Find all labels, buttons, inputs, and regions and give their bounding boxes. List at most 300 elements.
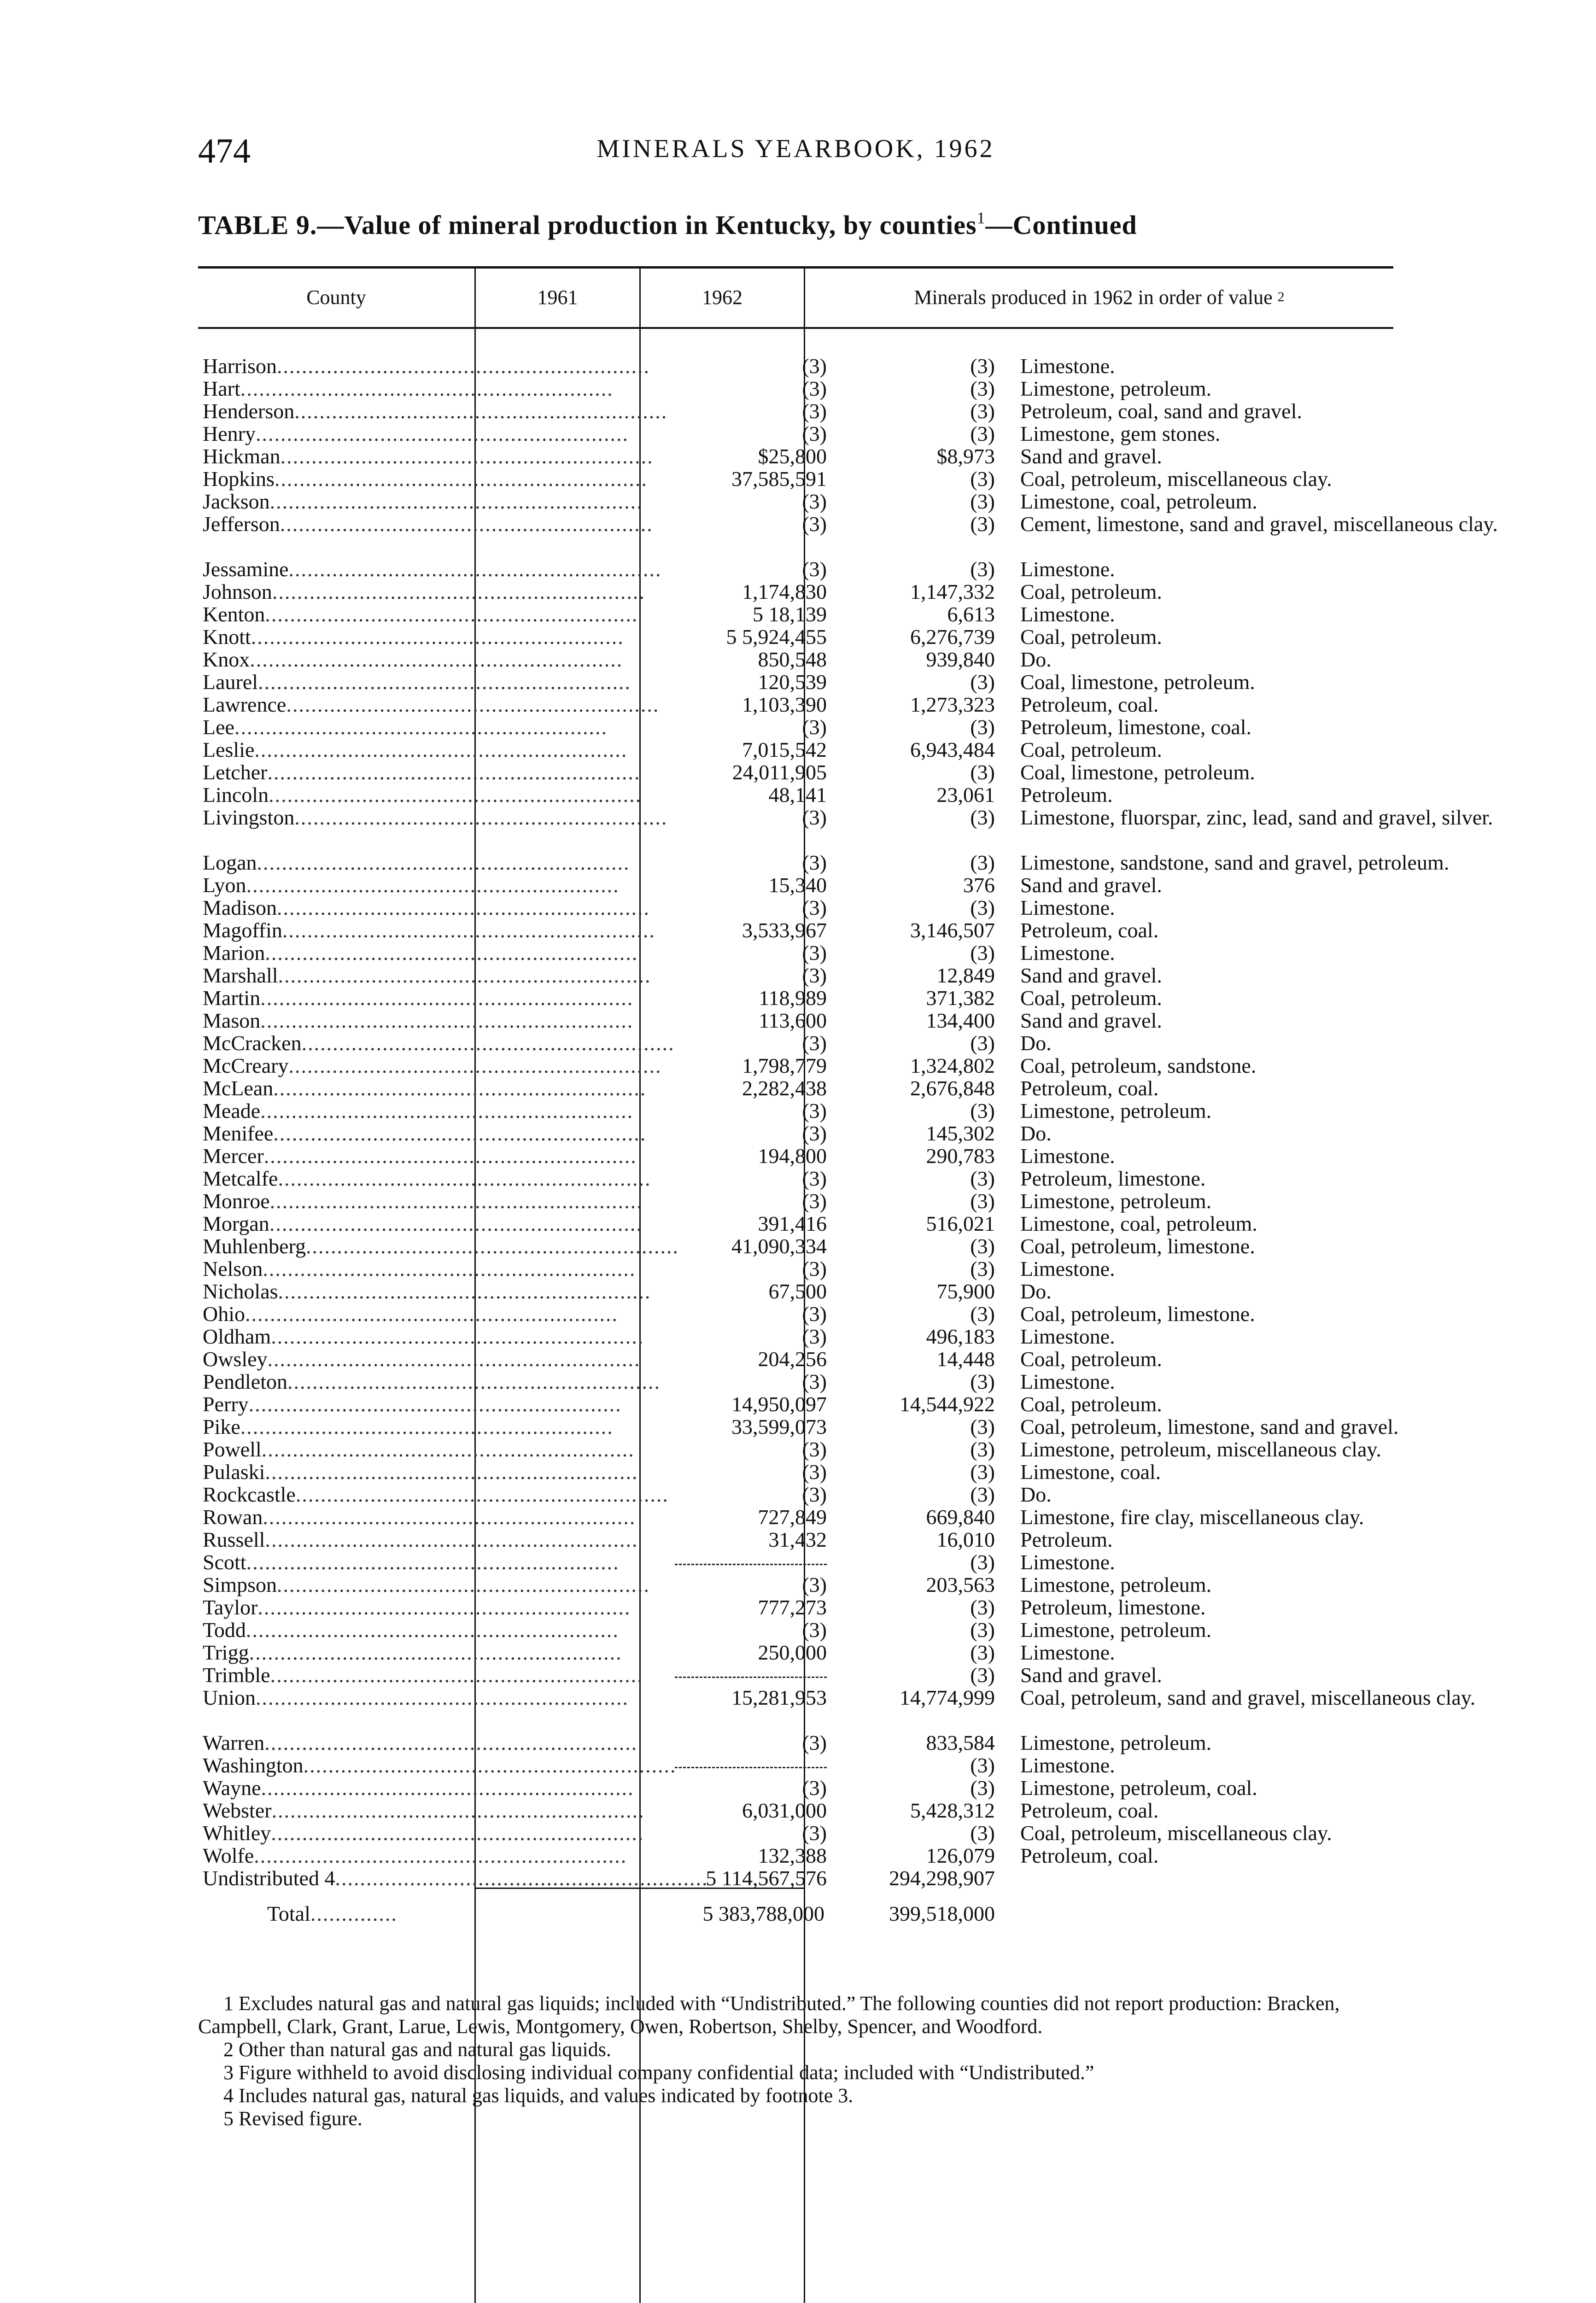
county-cell: Menifee ............................................................ xyxy=(203,1122,647,1145)
table-row xyxy=(198,1506,1393,1528)
caption-footnote-ref: 1 xyxy=(976,209,986,227)
col-header-minerals-text: Minerals produced in 1962 in order of value xyxy=(914,286,1273,309)
value-1962-cell: (3) xyxy=(970,1460,995,1484)
table-row xyxy=(198,851,1450,874)
value-1962-cell: 833,584 xyxy=(926,1731,995,1754)
value-1961-cell: 6,031,000 xyxy=(742,1799,827,1822)
running-title: MINERALS YEARBOOK, 1962 xyxy=(596,134,995,163)
county-cell: Powell ............................................................ xyxy=(203,1438,635,1461)
minerals-cell: Limestone, petroleum. xyxy=(1020,1099,1212,1122)
county-cell: Knott ............................................................ xyxy=(203,625,624,649)
table-row xyxy=(198,1641,1393,1664)
county-cell: McCracken ............................................................ xyxy=(203,1031,675,1055)
county-cell: Webster ............................................................ xyxy=(203,1799,645,1822)
value-1962-cell: 14,544,922 xyxy=(900,1392,995,1416)
county-cell: Oldham ............................................................ xyxy=(203,1325,644,1348)
table-row xyxy=(198,1325,1393,1348)
minerals-cell: Limestone, coal. xyxy=(1020,1460,1161,1484)
col-header-1961: 1961 xyxy=(537,286,578,309)
value-1961-cell: (3) xyxy=(802,354,827,378)
value-1961-cell: 15,340 xyxy=(768,873,827,897)
value-1962-cell: (3) xyxy=(970,422,995,445)
value-1961-cell: 31,432 xyxy=(768,1528,827,1551)
footnote-1: 1 Excludes natural gas and natural gas liquids; included with “Undistributed.” The following counties did not report production: Bracken, Campbell, Clark, Grant, Larue, Lewis, Montgomery, Owen, Robertson, Shelby, Spencer, and Woodford. xyxy=(198,1992,1340,2038)
value-1962-cell: (3) xyxy=(970,512,995,536)
table-row xyxy=(198,1686,1476,1731)
county-cell: Wolfe ............................................................ xyxy=(203,1844,627,1867)
value-1962-cell: (3) xyxy=(970,760,995,784)
minerals-cell: Do. xyxy=(1020,1122,1052,1145)
table-row xyxy=(198,377,1393,400)
table-row xyxy=(198,468,1393,490)
county-cell: Taylor ............................................................ xyxy=(203,1596,631,1619)
county-cell: Logan ............................................................ xyxy=(203,851,630,874)
table-row xyxy=(198,1032,1393,1054)
table-row xyxy=(198,1212,1393,1235)
value-1962-cell: (3) xyxy=(970,377,995,400)
minerals-cell: Petroleum. xyxy=(1020,783,1113,807)
value-1961-cell: 118,989 xyxy=(759,986,827,1010)
value-1961-cell: 727,849 xyxy=(758,1505,827,1529)
table-row xyxy=(198,941,1393,964)
value-1962-cell: 12,849 xyxy=(936,964,995,987)
value-1962-cell: 5,428,312 xyxy=(910,1799,995,1822)
value-1962-cell: (3) xyxy=(970,1821,995,1845)
county-cell: Lawrence ............................................................ xyxy=(203,693,660,716)
table-row xyxy=(198,1235,1393,1257)
county-cell: Henderson ............................................................ xyxy=(203,399,668,423)
minerals-cell: Petroleum, coal. xyxy=(1020,1076,1159,1100)
value-1961-cell: (3) xyxy=(802,490,827,513)
minerals-cell: Limestone, petroleum. xyxy=(1020,1618,1212,1642)
value-1962-cell: 2,676,848 xyxy=(910,1076,995,1100)
table-row xyxy=(198,1122,1393,1145)
county-cell: Washington ............................................................ xyxy=(203,1754,677,1777)
value-1962-cell: (3) xyxy=(970,1618,995,1642)
county-cell: Hopkins ............................................................ xyxy=(203,467,648,491)
value-1961-cell: (3) xyxy=(802,896,827,919)
county-cell: Todd ............................................................ xyxy=(203,1618,619,1642)
value-1961-cell: 15,281,953 xyxy=(731,1686,827,1709)
value-1962-cell: 290,783 xyxy=(926,1144,995,1168)
running-header xyxy=(198,131,1393,168)
value-1961-cell: 2,282,438 xyxy=(742,1076,827,1100)
table-row xyxy=(198,1754,1393,1777)
county-cell: Hart ............................................................ xyxy=(203,377,614,400)
minerals-cell: Coal, petroleum. xyxy=(1020,986,1162,1010)
county-cell: Rockcastle ............................................................ xyxy=(203,1483,669,1506)
minerals-cell: Limestone. xyxy=(1020,941,1115,964)
table-row xyxy=(198,693,1393,716)
value-1962-cell: 6,276,739 xyxy=(910,625,995,649)
value-1961-cell: (3) xyxy=(802,1122,827,1145)
minerals-cell: Do. xyxy=(1020,1031,1052,1055)
col-header-county: County xyxy=(306,286,366,309)
county-cell: Meade ............................................................ xyxy=(203,1099,634,1122)
minerals-cell: Sand and gravel. xyxy=(1020,1663,1162,1687)
footnote-4: 4 Includes natural gas, natural gas liquids, and values indicated by footnote 3. xyxy=(223,2084,854,2107)
value-1962-cell: (3) xyxy=(970,1167,995,1190)
minerals-cell: Limestone, gem stones. xyxy=(1020,422,1221,445)
value-1962-cell: (3) xyxy=(970,1550,995,1574)
minerals-cell: Petroleum, coal, sand and gravel. xyxy=(1020,399,1302,423)
minerals-cell: Limestone, coal, petroleum. xyxy=(1020,1212,1257,1235)
value-1961-cell: (3) xyxy=(802,1483,827,1506)
minerals-cell: Petroleum, coal. xyxy=(1020,918,1159,942)
county-cell: Marshall ............................................................ xyxy=(203,964,651,987)
minerals-cell: Cement, limestone, sand and gravel, miscellaneous clay. xyxy=(1020,512,1498,536)
caption-suffix: —Continued xyxy=(985,210,1137,240)
value-1962-cell: 371,382 xyxy=(926,986,995,1010)
value-1962-cell: (3) xyxy=(970,1099,995,1122)
minerals-cell: Do. xyxy=(1020,648,1052,671)
value-1961-cell: (3) xyxy=(802,557,827,581)
minerals-cell: Coal, petroleum, sand and gravel, miscellaneous clay. xyxy=(1020,1686,1476,1709)
value-1961-cell: (3) xyxy=(802,1370,827,1393)
table-row xyxy=(198,400,1393,422)
minerals-cell: Limestone, petroleum. xyxy=(1020,1573,1212,1596)
table-row xyxy=(198,964,1393,987)
value-1962-cell: 16,010 xyxy=(936,1528,995,1551)
value-1961-cell: 120,539 xyxy=(758,670,827,694)
county-cell: Johnson ............................................................ xyxy=(203,580,645,603)
value-1962-cell: 203,563 xyxy=(926,1573,995,1596)
value-1962-cell: 14,774,999 xyxy=(900,1686,995,1709)
table-row xyxy=(198,422,1393,445)
value-1961-cell: 5 18,139 xyxy=(753,602,827,626)
minerals-cell: Coal, petroleum. xyxy=(1020,580,1162,603)
county-cell: Whitley ............................................................ xyxy=(203,1821,644,1845)
value-1962-cell: 669,840 xyxy=(926,1505,995,1529)
county-cell: Ohio ............................................................ xyxy=(203,1302,618,1326)
minerals-cell: Limestone, petroleum, coal. xyxy=(1020,1776,1257,1800)
table-row xyxy=(198,716,1393,738)
value-1961-cell: (3) xyxy=(802,851,827,874)
county-cell: Nicholas ............................................................ xyxy=(203,1280,651,1303)
value-1961-cell: (3) xyxy=(802,1099,827,1122)
value-1961-cell: (3) xyxy=(802,1167,827,1190)
value-1962-cell: (3) xyxy=(970,896,995,919)
minerals-cell: Limestone, fire clay, miscellaneous clay. xyxy=(1020,1505,1364,1529)
value-1962-cell: (3) xyxy=(970,354,995,378)
value-1962-cell: 6,613 xyxy=(947,602,995,626)
table-row xyxy=(198,1822,1393,1844)
county-cell: Perry ............................................................ xyxy=(203,1392,622,1416)
value-1961-cell: 48,141 xyxy=(768,783,827,807)
table-row xyxy=(198,490,1393,513)
minerals-cell: Coal, limestone, petroleum. xyxy=(1020,760,1255,784)
value-1961-cell: (3) xyxy=(802,941,827,964)
county-cell: Union ............................................................ xyxy=(203,1686,629,1709)
county-cell: Morgan ............................................................ xyxy=(203,1212,643,1235)
value-1962-cell: (3) xyxy=(970,941,995,964)
value-1961-cell xyxy=(484,1551,827,1573)
value-1961-cell xyxy=(484,1664,827,1686)
col-header-1962: 1962 xyxy=(702,286,742,309)
value-1961-cell: (3) xyxy=(802,715,827,739)
table-row xyxy=(198,1664,1393,1686)
county-cell: Owsley ............................................................ xyxy=(203,1347,641,1371)
value-1961-cell: (3) xyxy=(802,1302,827,1326)
table-row xyxy=(198,625,1393,648)
table-row xyxy=(198,1528,1393,1551)
value-1961-cell: 250,000 xyxy=(758,1641,827,1664)
table-row xyxy=(198,445,1393,468)
table-row xyxy=(198,1619,1393,1641)
table-row xyxy=(198,1393,1393,1415)
table-row xyxy=(198,512,1498,558)
value-1961-cell: 67,500 xyxy=(768,1280,827,1303)
value-1961-cell: (3) xyxy=(802,1618,827,1642)
table-row xyxy=(198,558,1393,580)
value-1961-cell: (3) xyxy=(802,1573,827,1596)
value-1961-cell: 14,950,097 xyxy=(731,1392,827,1416)
table-row xyxy=(198,761,1393,783)
value-1962-cell: (3) xyxy=(970,1370,995,1393)
table-row xyxy=(198,1054,1393,1077)
county-cell: Hickman ............................................................ xyxy=(203,444,654,468)
county-cell: Jessamine ............................................................ xyxy=(203,557,662,581)
value-1962-cell: (3) xyxy=(970,1754,995,1777)
table-row xyxy=(198,1799,1393,1822)
value-1962-cell: 939,840 xyxy=(926,648,995,671)
county-cell: Undistributed 4 ............................................................ xyxy=(203,1866,708,1890)
county-cell: Trigg ............................................................ xyxy=(203,1641,622,1664)
county-cell: Russell ............................................................ xyxy=(203,1528,638,1551)
minerals-cell: Limestone. xyxy=(1020,1641,1115,1664)
value-1962-cell: 1,324,802 xyxy=(910,1054,995,1077)
minerals-cell: Sand and gravel. xyxy=(1020,964,1162,987)
county-cell: Madison ............................................................ xyxy=(203,896,650,919)
value-1962-cell: 294,298,907 xyxy=(889,1866,995,1890)
value-1962-cell: 1,273,323 xyxy=(910,693,995,716)
table-row xyxy=(198,806,1493,851)
county-cell: Pendleton ............................................................ xyxy=(203,1370,661,1393)
county-cell: Metcalfe ............................................................ xyxy=(203,1167,651,1190)
minerals-cell: Do. xyxy=(1020,1483,1052,1506)
value-1962-cell: (3) xyxy=(970,1257,995,1280)
value-1962-cell: 126,079 xyxy=(926,1844,995,1867)
value-1961-cell: (3) xyxy=(802,1460,827,1484)
minerals-cell: Limestone. xyxy=(1020,602,1115,626)
county-cell: Magoffin ............................................................ xyxy=(203,918,655,942)
table-row xyxy=(198,738,1393,761)
table-body xyxy=(198,354,1498,1890)
value-1961-cell: 3,533,967 xyxy=(742,918,827,942)
minerals-cell: Limestone. xyxy=(1020,896,1115,919)
value-1962-cell: (3) xyxy=(970,490,995,513)
value-1962-cell: 14,448 xyxy=(936,1347,995,1371)
value-1962-cell: 1,147,332 xyxy=(910,580,995,603)
county-cell: Lincoln ............................................................ xyxy=(203,783,642,807)
county-cell: Lyon ............................................................ xyxy=(203,873,620,897)
value-1962-cell: (3) xyxy=(970,1596,995,1619)
value-1962-cell: (3) xyxy=(970,1234,995,1258)
county-cell: Pulaski ............................................................ xyxy=(203,1460,638,1484)
value-1961-cell: (3) xyxy=(802,1821,827,1845)
minerals-cell: Petroleum. xyxy=(1020,1528,1113,1551)
minerals-cell: Limestone. xyxy=(1020,1370,1115,1393)
county-cell: Laurel ............................................................ xyxy=(203,670,631,694)
value-1961-cell: (3) xyxy=(802,1031,827,1055)
table-row xyxy=(198,1190,1393,1212)
county-cell: Mason ............................................................ xyxy=(203,1009,634,1032)
county-cell: Mercer ............................................................ xyxy=(203,1144,637,1168)
value-1961-cell: (3) xyxy=(802,399,827,423)
value-1961-cell: 37,585,591 xyxy=(731,467,827,491)
value-1961-cell: 132,388 xyxy=(758,1844,827,1867)
minerals-cell: Limestone, petroleum. xyxy=(1020,1731,1212,1754)
value-1962-cell: 516,021 xyxy=(926,1212,995,1235)
table-row xyxy=(198,1596,1393,1619)
county-cell: Pike ............................................................ xyxy=(203,1415,614,1438)
table-row xyxy=(198,896,1393,919)
minerals-cell: Limestone, sandstone, sand and gravel, petroleum. xyxy=(1020,851,1450,874)
table-row xyxy=(198,1370,1393,1393)
value-1962-cell: (3) xyxy=(970,806,995,829)
value-1962-cell: (3) xyxy=(970,1302,995,1326)
table-row xyxy=(198,1145,1393,1167)
county-cell: Kenton ............................................................ xyxy=(203,602,638,626)
value-1961-cell: 1,174,830 xyxy=(742,580,827,603)
value-1962-cell: (3) xyxy=(970,715,995,739)
table-row xyxy=(198,1573,1393,1596)
value-1962-cell: 496,183 xyxy=(926,1325,995,1348)
value-1961-cell: 1,798,779 xyxy=(742,1054,827,1077)
value-1961-cell: (3) xyxy=(802,1776,827,1800)
county-cell: Letcher ............................................................ xyxy=(203,760,641,784)
value-1961-cell: (3) xyxy=(802,512,827,536)
value-1961-cell: 850,548 xyxy=(758,648,827,671)
county-cell: Rowan ............................................................ xyxy=(203,1505,636,1529)
total-1961: 5 383,788,000 xyxy=(702,1902,824,1925)
table-row xyxy=(198,1483,1393,1506)
value-1961-cell: 41,090,334 xyxy=(731,1234,827,1258)
value-1961-cell: 194,800 xyxy=(758,1144,827,1168)
county-cell: Monroe ............................................................ xyxy=(203,1189,643,1213)
minerals-cell: Limestone. xyxy=(1020,1325,1115,1348)
table-row xyxy=(198,580,1393,603)
minerals-cell: Coal, petroleum, sandstone. xyxy=(1020,1054,1257,1077)
value-1961-cell: (3) xyxy=(802,1438,827,1461)
table-row xyxy=(198,1077,1393,1099)
county-cell: Leslie ............................................................ xyxy=(203,738,628,761)
table-row xyxy=(198,1257,1393,1280)
value-1962-cell: (3) xyxy=(970,399,995,423)
minerals-cell: Limestone, petroleum. xyxy=(1020,1189,1212,1213)
county-cell: Nelson ............................................................ xyxy=(203,1257,636,1280)
minerals-cell: Coal, petroleum, miscellaneous clay. xyxy=(1020,467,1332,491)
table-row xyxy=(198,1461,1393,1483)
table-row xyxy=(198,671,1393,693)
value-1961-cell: (3) xyxy=(802,1325,827,1348)
value-1962-cell: 3,146,507 xyxy=(910,918,995,942)
value-1961-cell: 1,103,390 xyxy=(742,693,827,716)
table-row xyxy=(198,1303,1393,1325)
value-1962-cell: (3) xyxy=(970,1663,995,1687)
table-row xyxy=(198,1167,1393,1190)
minerals-cell: Sand and gravel. xyxy=(1020,873,1162,897)
value-1962-cell: 75,900 xyxy=(936,1280,995,1303)
minerals-cell: Limestone, coal, petroleum. xyxy=(1020,490,1257,513)
total-label: Total.............. xyxy=(267,1902,398,1925)
minerals-cell: Sand and gravel. xyxy=(1020,1009,1162,1032)
value-1961-cell: (3) xyxy=(802,1189,827,1213)
county-cell: Harrison ............................................................ xyxy=(203,354,650,378)
table-row xyxy=(198,1551,1393,1573)
table-row xyxy=(198,1280,1393,1303)
table-row xyxy=(198,919,1393,941)
minerals-cell: Coal, petroleum, limestone. xyxy=(1020,1302,1255,1326)
value-1961-cell: 777,273 xyxy=(758,1596,827,1619)
table-row xyxy=(198,648,1393,671)
value-1961-cell xyxy=(484,1754,827,1777)
table-row xyxy=(198,355,1393,377)
footnote-2: 2 Other than natural gas and natural gas liquids. xyxy=(223,2038,611,2061)
table-row xyxy=(198,987,1393,1009)
minerals-cell: Coal, petroleum, limestone. xyxy=(1020,1234,1255,1258)
value-1962-cell: (3) xyxy=(970,1641,995,1664)
minerals-cell: Coal, petroleum, limestone, sand and gravel. xyxy=(1020,1415,1399,1438)
table-row xyxy=(198,1415,1399,1438)
minerals-cell: Limestone. xyxy=(1020,1550,1115,1574)
minerals-cell: Coal, petroleum. xyxy=(1020,1392,1162,1416)
table-row xyxy=(198,603,1393,625)
value-1962-cell: 6,943,484 xyxy=(910,738,995,761)
county-cell: Lee ............................................................ xyxy=(203,715,608,739)
table-row xyxy=(198,1438,1393,1461)
value-1962-cell: (3) xyxy=(970,557,995,581)
county-cell: Jefferson ............................................................ xyxy=(203,512,653,536)
minerals-cell: Limestone. xyxy=(1020,354,1115,378)
page-number: 474 xyxy=(198,132,251,170)
value-1962-cell: (3) xyxy=(970,851,995,874)
value-1962-cell: 134,400 xyxy=(926,1009,995,1032)
minerals-cell: Petroleum, coal. xyxy=(1020,1844,1159,1867)
county-cell: McLean ............................................................ xyxy=(203,1076,647,1100)
value-1961-cell: 5 5,924,455 xyxy=(726,625,827,649)
value-1962-cell: (3) xyxy=(970,1483,995,1506)
table-top-rule xyxy=(198,266,1393,269)
value-1961-cell: 204,256 xyxy=(758,1347,827,1371)
county-cell: Martin ............................................................ xyxy=(203,986,634,1010)
value-1961-cell: $25,800 xyxy=(758,444,827,468)
total-1962: 399,518,000 xyxy=(889,1902,995,1925)
value-1961-cell: 391,416 xyxy=(758,1212,827,1235)
minerals-cell: Limestone, petroleum, miscellaneous clay. xyxy=(1020,1438,1381,1461)
value-1962-cell: (3) xyxy=(970,1415,995,1438)
value-1962-cell: (3) xyxy=(970,670,995,694)
minerals-cell: Petroleum, limestone. xyxy=(1020,1167,1206,1190)
minerals-cell: Limestone. xyxy=(1020,1257,1115,1280)
minerals-cell: Do. xyxy=(1020,1280,1052,1303)
value-1962-cell: (3) xyxy=(970,1031,995,1055)
county-cell: Simpson ............................................................ xyxy=(203,1573,650,1596)
value-1961-cell: 24,011,905 xyxy=(732,760,827,784)
table-row xyxy=(198,874,1393,896)
total-row xyxy=(198,1898,1393,1930)
table-caption xyxy=(198,210,1393,240)
minerals-cell: Petroleum, limestone. xyxy=(1020,1596,1206,1619)
table-row xyxy=(198,1731,1393,1754)
minerals-cell: Limestone. xyxy=(1020,1754,1115,1777)
col-header-footnote-ref: 2 xyxy=(1277,289,1285,304)
col-header-minerals xyxy=(805,279,1393,316)
minerals-cell: Coal, petroleum. xyxy=(1020,738,1162,761)
minerals-cell: Limestone, petroleum. xyxy=(1020,377,1212,400)
value-1962-cell: (3) xyxy=(970,1189,995,1213)
county-cell: Henry ............................................................ xyxy=(203,422,629,445)
